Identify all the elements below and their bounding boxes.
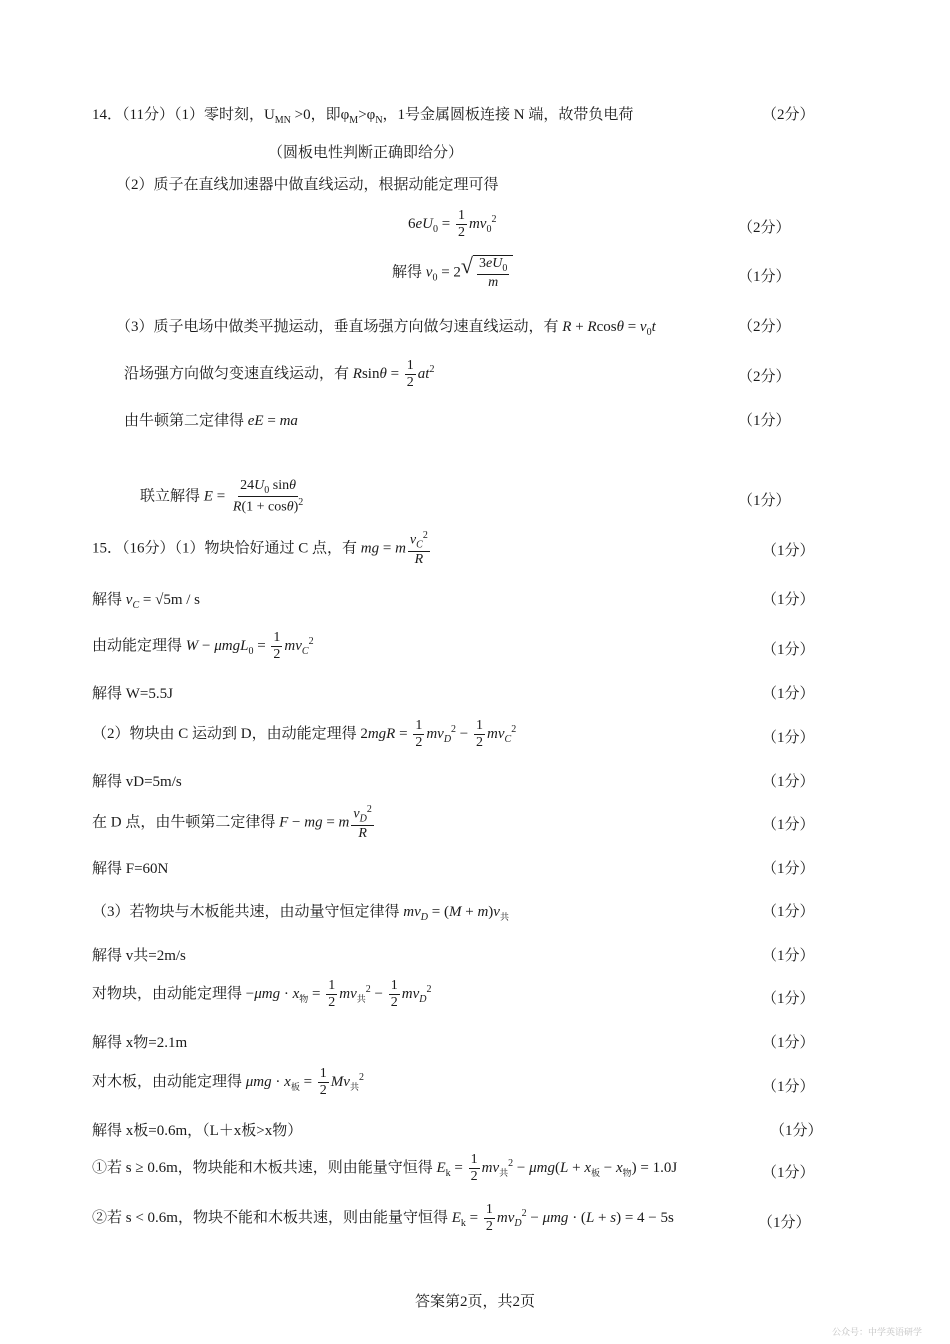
q15-F-points: （1分）	[762, 861, 815, 877]
q15-W-points: （1分）	[762, 686, 815, 702]
q15-momentum-points: （1分）	[762, 904, 815, 920]
q15-vcommon: 解得 v共=2m/s	[92, 948, 186, 964]
q15-heading: 15．（16分）（1）物块恰好通过 C 点，有 mg = m $\frac{v_C^2}{R}$	[92, 530, 428, 567]
q14-part2-text: （2）质子在直线加速器中做直线运动，根据动能定理可得	[116, 177, 499, 193]
q15-energy-1-points: （1分）	[762, 642, 815, 658]
q15-vc-points: （1分）	[762, 592, 815, 608]
q15-vD: 解得 vD=5m/s	[92, 774, 182, 790]
q15-energy-1: 由动能定理得 W − μmgL$_0$ = $\frac{1}{2}$ $mv_C^2$	[92, 630, 314, 663]
q14-part1-points: （2分）	[762, 107, 815, 123]
q15-board-energy-points: （1分）	[762, 1079, 815, 1095]
q14-field-motion: 沿场强方向做匀变速直线运动，有 Rsinθ = $\frac{1}{2}$ $at^2$	[124, 358, 435, 391]
q15-F: 解得 F=60N	[92, 861, 169, 877]
q14-newton-points: （1分）	[738, 413, 791, 429]
q15-W: 解得 W=5.5J	[92, 686, 173, 702]
q15-case1: ①若 s ≥ 0.6m，物块能和木板共速，则由能量守恒得 $E_k$ = $\frac{1}{2}$ $mv_共^2 - \mu mg(L + x_板 - x_物) = 1.0J$	[92, 1152, 678, 1185]
q15-block-energy: 对物块，由动能定理得 $-\mu mg \cdot x_物$ = $\frac{1}{2}$ $mv_共^2$ − $\frac{1}{2}$ $mv_D^2$	[92, 978, 432, 1011]
q15-x-board: 解得 x板=0.6m，（L＋x板>x物）	[92, 1123, 303, 1139]
q15-case1-points: （1分）	[762, 1165, 815, 1181]
q14-eq-v0-points: （1分）	[738, 269, 791, 285]
q14-field-motion-points: （2分）	[738, 369, 791, 385]
q15-heading-points: （1分）	[762, 543, 815, 559]
q15-part2: （2）物块由 C 运动到 D，由动能定理得 2mgR = $\frac{1}{2}$ $mv_D^2$ − $\frac{1}{2}$ $mv_C^2$	[92, 718, 517, 751]
q15-momentum: （3）若物块与木板能共速，由动量守恒定律得 $mv_D = (M + m)v_共$	[92, 904, 509, 923]
q14-part3-text: （3）质子电场中做类平抛运动，垂直场强方向做匀速直线运动，有 $R + Rcos\theta = v_0t$	[116, 319, 656, 338]
q14-eq-energy-points: （2分）	[738, 220, 791, 236]
q15-vD-points: （1分）	[762, 774, 815, 790]
q15-vc: 解得 $v_C = √5m / s$	[92, 592, 200, 611]
q14-newton: 由牛顿第二定律得 eE = ma	[124, 413, 298, 429]
q14-eq-v0: 解得 $v_0 = 2$ √ $\frac{3eU_0}{m}$	[392, 255, 513, 291]
q14-result-E: 联立解得 E = $\frac{24U_0 \sin\theta}{R(1 + \cos\theta)^2}$	[140, 478, 304, 515]
q14-heading: 14．（11分）（1）零时刻，$U_{MN} >0$，即$\varphi_M>\varphi_N$，1号金属圆板连接 N 端，故带负电荷	[92, 107, 634, 126]
q15-case2: ②若 s < 0.6m，物块不能和木板共速，则由能量守恒得 $E_k$ = $\frac{1}{2}$ $mv_D^2 - \mu mg \cdot (L + s) = 4 - 5s$	[92, 1202, 674, 1235]
q15-x-block: 解得 x物=2.1m	[92, 1035, 188, 1051]
q15-board-energy: 对木板，由动能定理得 $\mu mg \cdot x_板$ = $\frac{1}{2}$ $Mv_共^2$	[92, 1066, 364, 1099]
watermark: 公众号：中学英语研学	[831, 1327, 922, 1337]
q14-part3-points: （2分）	[738, 319, 791, 335]
q14-eq-energy: $6eU_0$ = $\frac{1}{2}$ $mv_0^2$	[408, 208, 497, 241]
q15-x-block-points: （1分）	[762, 1035, 815, 1051]
q15-case2-points: （1分）	[758, 1215, 811, 1231]
q15-newton-D: 在 D 点，由牛顿第二定律得 F − mg = m $\frac{v_D^2}{R}$	[92, 804, 372, 841]
q15-block-energy-points: （1分）	[762, 991, 815, 1007]
q14-grading-note: （圆板电性判断正确即给分）	[268, 145, 464, 161]
q15-x-board-points: （1分）	[770, 1123, 823, 1139]
q14-result-E-points: （1分）	[738, 493, 791, 509]
q15-part2-points: （1分）	[762, 730, 815, 746]
q15-newton-D-points: （1分）	[762, 817, 815, 833]
q15-vcommon-points: （1分）	[762, 948, 815, 964]
page-footer: 答案第2页，共2页	[414, 1294, 535, 1310]
